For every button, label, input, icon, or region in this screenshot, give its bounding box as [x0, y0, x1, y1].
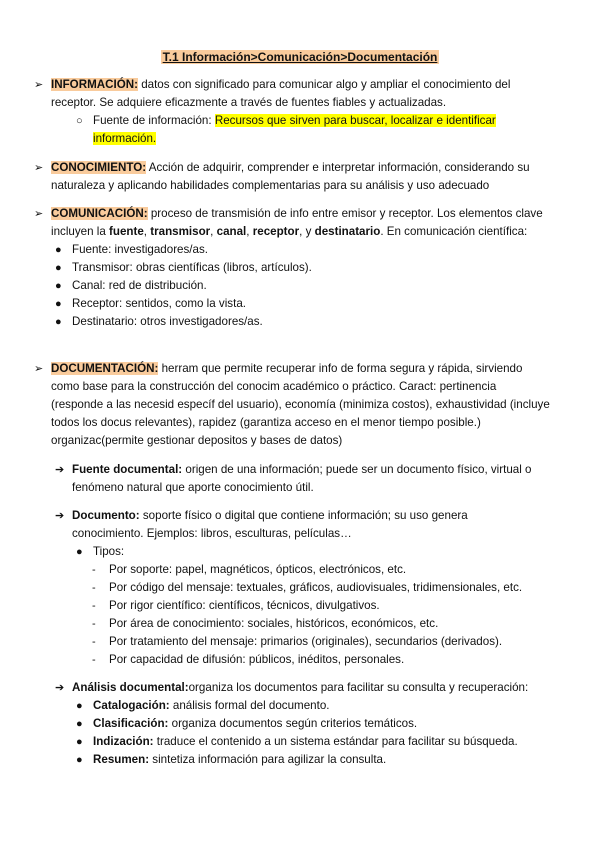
dash-bullet-icon: -	[92, 654, 96, 666]
bullet-icon: ●	[76, 718, 83, 730]
right-arrow-icon: ➔	[55, 682, 65, 694]
bullet-icon: ●	[76, 736, 83, 748]
documentacion-text: herram que permite recuperar info de forma segura y rápida, sirviendo como base para la construcción del conocim académico o práctico. Caract: pertinencia (responde a las necesid específ del usuario), economía (minimiza costos), exhaustividad (incluye todos los docus relevantes), rapidez (garantiza acceso en el menor tiempo posible.) organizac(permite gestionar depositos y bases de datos)	[51, 362, 550, 447]
informacion-term: INFORMACIÓN:	[51, 78, 138, 91]
informacion-text: datos con significado para comunicar algo y ampliar el conocimiento del receptor. Se adquiere eficazmente a través de fuentes fiables y actualizadas.	[51, 78, 511, 109]
subsection-documento: ➔ Documento: soporte físico o digital que contiene información; su uso genera conocimiento. Ejemplos: libros, esculturas, películas… ● Tipos: - Por soporte: papel, magnéticos, ópticos, electrónicos, etc. - Por código del mensaje: textuales, gráficos, audiovisuales, tridimensionales, etc. - Por rigor científico: científicos, técnicos, divulgativos. - Por área de conocimiento: sociales, históricos, económicos, etc. - Por tratamiento del mensaje: primarios (originales), secundarios (derivados). - Por capacidad de difusión: públicos, inéditos, personales.	[0, 507, 600, 669]
list-item: Por rigor científico: científicos, técnicos, divulgativos.	[109, 599, 380, 612]
circle-bullet-icon: ○	[76, 115, 83, 127]
section-informacion	[0, 76, 600, 148]
fuente-informacion-label: Fuente de información:	[93, 114, 212, 127]
list-item: Transmisor: obras científicas (libros, artículos).	[72, 261, 312, 274]
section-conocimiento	[0, 159, 600, 195]
arrow-bullet-icon: ➢	[34, 162, 44, 174]
arrow-bullet-icon: ➢	[34, 363, 44, 375]
dash-bullet-icon: -	[92, 564, 96, 576]
fuente-informacion-text: Recursos que sirven para buscar, localizar e identificar información.	[93, 114, 496, 145]
section-documentacion	[0, 360, 600, 450]
documentacion-term: DOCUMENTACIÓN:	[51, 362, 159, 375]
arrow-bullet-icon: ➢	[34, 208, 44, 220]
conocimiento-term: CONOCIMIENTO:	[51, 161, 147, 174]
dash-bullet-icon: -	[92, 582, 96, 594]
bullet-icon: ●	[55, 298, 62, 310]
dash-bullet-icon: -	[92, 618, 96, 630]
list-item: Canal: red de distribución.	[72, 279, 207, 292]
bullet-icon: ●	[76, 754, 83, 766]
conocimiento-text: Acción de adquirir, comprender e interpretar información, considerando su naturaleza y aplicando habilidades complementarias para su análisis y uso adecuado	[51, 161, 530, 192]
list-item: Por capacidad de difusión: públicos, inéditos, personales.	[109, 653, 405, 666]
subsection-analisis-documental: ➔ Análisis documental:organiza los documentos para facilitar su consulta y recuperación: ● Catalogación: análisis formal del documento. ● Clasificación: organiza documentos según criterios temáticos. ● Indización: traduce el contenido a un sistema estándar para facilitar su búsqueda. ● Resumen: sintetiza información para agilizar la consulta.	[0, 679, 600, 769]
dash-bullet-icon: -	[92, 600, 96, 612]
bullet-icon: ●	[76, 700, 83, 712]
bullet-icon: ●	[76, 546, 83, 558]
bullet-icon: ●	[55, 262, 62, 274]
comunicacion-term: COMUNICACIÓN:	[51, 207, 148, 220]
dash-bullet-icon: -	[92, 636, 96, 648]
list-item: Por soporte: papel, magnéticos, ópticos, electrónicos, etc.	[109, 563, 407, 576]
subsection-fuente-documental: ➔ Fuente documental: origen de una información; puede ser un documento físico, virtual o fenómeno natural que aporte conocimiento útil.	[55, 463, 532, 494]
right-arrow-icon: ➔	[55, 510, 65, 522]
list-item: Por tratamiento del mensaje: primarios (originales), secundarios (derivados).	[109, 635, 503, 648]
list-item: Receptor: sentidos, como la vista.	[72, 297, 246, 310]
section-comunicacion: ➢ COMUNICACIÓN: proceso de transmisión de info entre emisor y receptor. Los elementos clave incluyen la fuente, transmisor, canal, receptor, y destinatario. En comunicación científica: ● Fuente: investigadores/as. ● Transmisor: obras científicas (libros, artículos). ● Canal: red de distribución. ● Receptor: sentidos, como la vista. ● Destinatario: otros investigadores/as.	[0, 205, 600, 331]
bullet-icon: ●	[55, 244, 62, 256]
list-item: Fuente: investigadores/as.	[72, 243, 208, 256]
arrow-bullet-icon: ➢	[34, 79, 44, 91]
page-title: T.1 Información>Comunicación>Documentación	[162, 50, 438, 64]
list-item: Por código del mensaje: textuales, gráficos, audiovisuales, tridimensionales, etc.	[109, 581, 523, 594]
list-item: Por área de conocimiento: sociales, históricos, económicos, etc.	[109, 617, 439, 630]
bullet-icon: ●	[55, 280, 62, 292]
right-arrow-icon: ➔	[55, 464, 65, 476]
bullet-icon: ●	[55, 316, 62, 328]
list-item: Destinatario: otros investigadores/as.	[72, 315, 263, 328]
